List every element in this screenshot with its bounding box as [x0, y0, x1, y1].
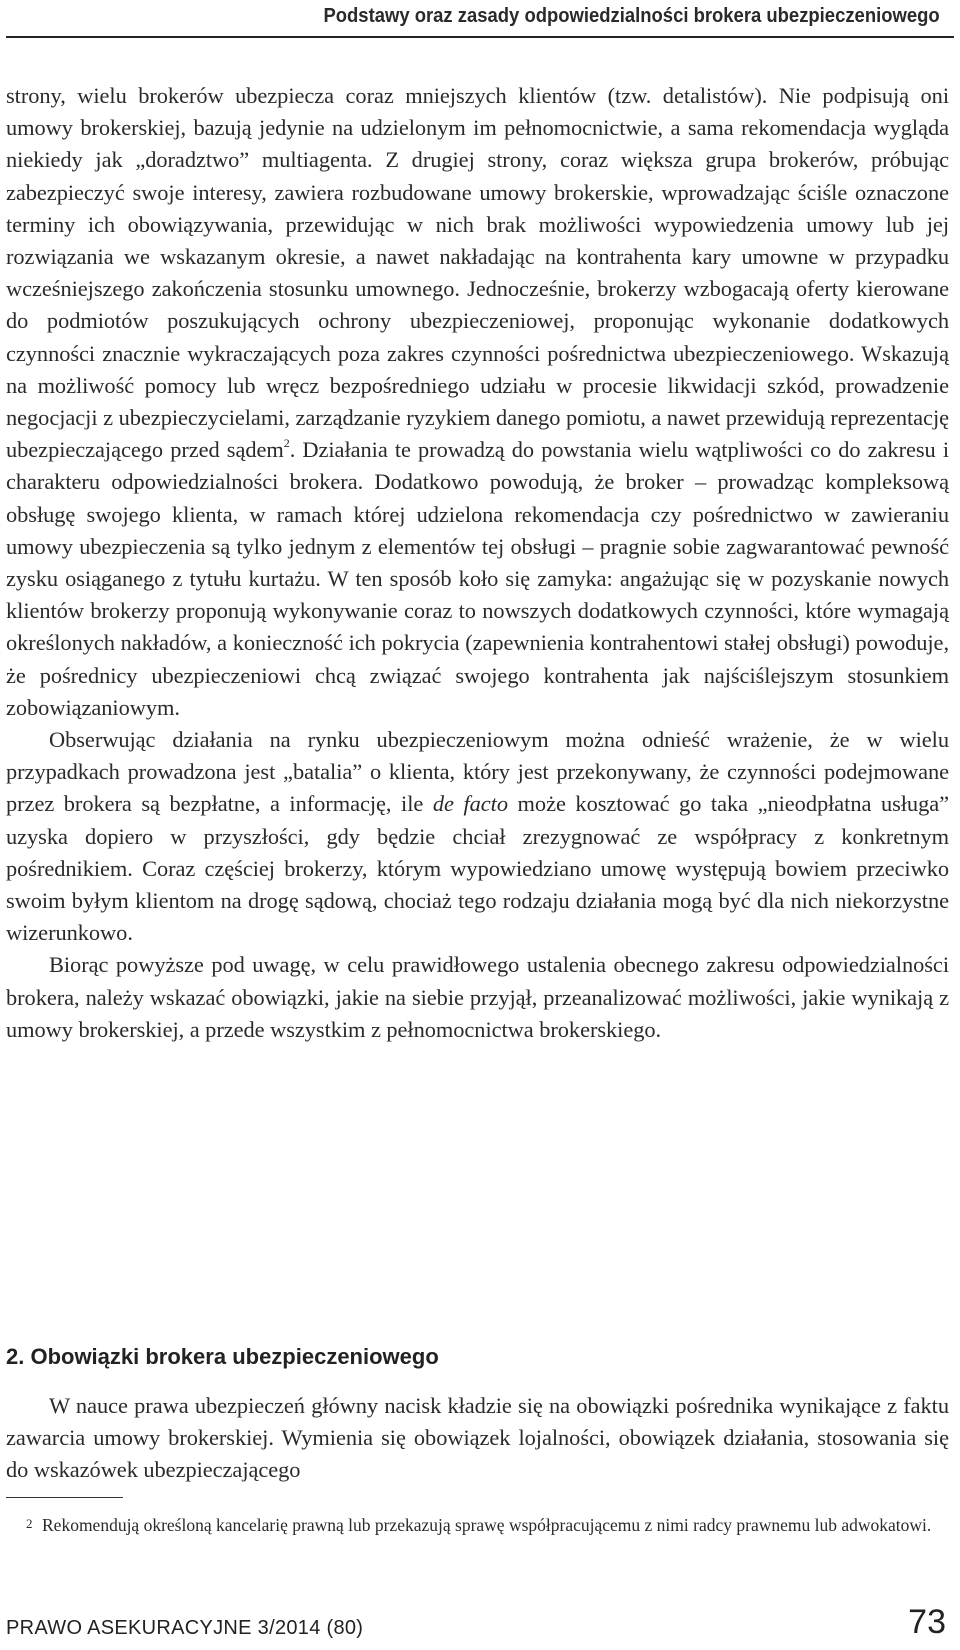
paragraph-3: Biorąc powyższe pod uwagę, w celu prawidłowego ustalenia obecnego zakresu odpowiedzialności brokera, należy wskazać obowiązki, jakie na siebie przyjął, przeanalizować możliwości, jakie wynikają z umowy brokerskiej, a przede wszystkim z pełnomocnictwa brokerskiego. [6, 952, 949, 1042]
footnote-rule [6, 1497, 123, 1498]
header-rule [6, 36, 954, 38]
paragraph-2-part-2: może kosztować go taka „nieodpłatna usługa” uzyska dopiero w przyszłości, gdy będzie chciał zrezygnować ze współpracy z konkretnym pośrednikiem. Coraz częściej brokerzy, którym wypowiedziano umowę występują bowiem przeciwko swoim byłym klientom na drogę sądową, chociaż tego rodzaju działania mogą być dla nich niekorzystne wizerunkowo. [6, 791, 949, 946]
paragraph-2 [6, 724, 949, 949]
body-paragraphs-bottom [6, 1390, 949, 1487]
paragraph-1-part-1: strony, wielu brokerów ubezpiecza coraz mniejszych klientów (tzw. detalistów). Nie podpisują oni umowy brokerskiej, bazują jedynie na udzielonym im pełnomocnictwie, a sama rekomendacja wygląda niekiedy jak „doradztwo” multiagenta. Z drugiej strony, coraz większa grupa brokerów, próbując zabezpieczyć swoje interesy, zawiera rozbudowane umowy brokerskie, wprowadzając ściśle oznaczone terminy ich obowiązywania, przewidując w nich brak możliwości wypowiedzenia umowy lub jej rozwiązania we wskazanym okresie, a nawet nakładając na kontrahenta kary umowne w przypadku wcześniejszego zakończenia stosunku umownego. Jednocześnie, brokerzy wzbogacają oferty kierowane do podmiotów poszukujących ochrony ubezpieczeniowej, proponując wykonanie dodatkowych czynności znacznie wykraczających poza zakres czynności pośrednictwa ubezpieczeniowego. Wskazują na możliwość pomocy lub wręcz bezpośredniego udziału w procesie likwidacji szkód, prowadzenie negocjacji z ubezpieczycielami, zarządzanie ryzykiem danego pomiotu, a nawet przewidują reprezentację ubezpieczającego przed sądem [6, 83, 949, 463]
footnote-number: 2 [26, 1516, 33, 1531]
section-heading: 2. Obowiązki brokera ubezpieczeniowego [6, 1344, 439, 1369]
paragraph-1-part-2: . Działania te prowadzą do powstania wielu wątpliwości co do zakresu i charakteru odpowiedzialności brokera. Dodatkowo powodują, że broker – prowadząc kompleksową obsługę swojego klienta, w ramach której udzielona rekomendacja czy pośrednictwo w zawieraniu umowy ubezpieczenia są tylko jednym z elementów tej obsługi – pragnie sobie zagwarantować pewność zysku osiąganego z tytułu kurtażu. W ten sposób koło się zamyka: angażując się w pozyskanie nowych klientów brokerzy proponują wykonywanie coraz to nowszych dodatkowych czynności, które wymagają określonych nakładów, a konieczność ich pokrycia (zapewnienia kontrahentowi stałej obsługi) powoduje, że pośrednicy ubezpieczeniowi chcą związać swojego kontrahenta jak najściślejszym stosunkiem zobowiązaniowym. [6, 437, 949, 720]
paragraph-1 [6, 80, 949, 724]
paragraph-4: W nauce prawa ubezpieczeń główny nacisk kładzie się na obowiązki pośrednika wynikające z faktu zawarcia umowy brokerskiej. Wymienia się obowiązek lojalności, obowiązek działania, stosowania się do wskazówek ubezpieczającego [6, 1393, 949, 1483]
paragraph-2-italic: de facto [432, 791, 508, 817]
page-number: 73 [908, 1603, 946, 1641]
paragraph-2-part-1: Obserwując działania na rynku ubezpieczeniowym można odnieść wrażenie, że w wielu przypadkach prowadzona jest „batalia” o klienta, który jest przekonywany, że czynności podejmowane przez brokera są bezpłatne, a informację, ile [6, 727, 949, 817]
footnote [6, 1512, 949, 1539]
running-head-title: Podstawy oraz zasady odpowiedzialności brokera ubezpieczeniowego [323, 4, 940, 27]
body-paragraphs-top [6, 80, 949, 1046]
journal-title: PRAWO ASEKURACYJNE 3/2014 (80) [6, 1617, 364, 1639]
footnote-reference[interactable]: 2 [283, 436, 290, 451]
footnote-text: Rekomendują określoną kancelarię prawną lub przekazują sprawę współpracującemu z nimi radcy prawnemu lub adwokatowi. [42, 1515, 932, 1535]
